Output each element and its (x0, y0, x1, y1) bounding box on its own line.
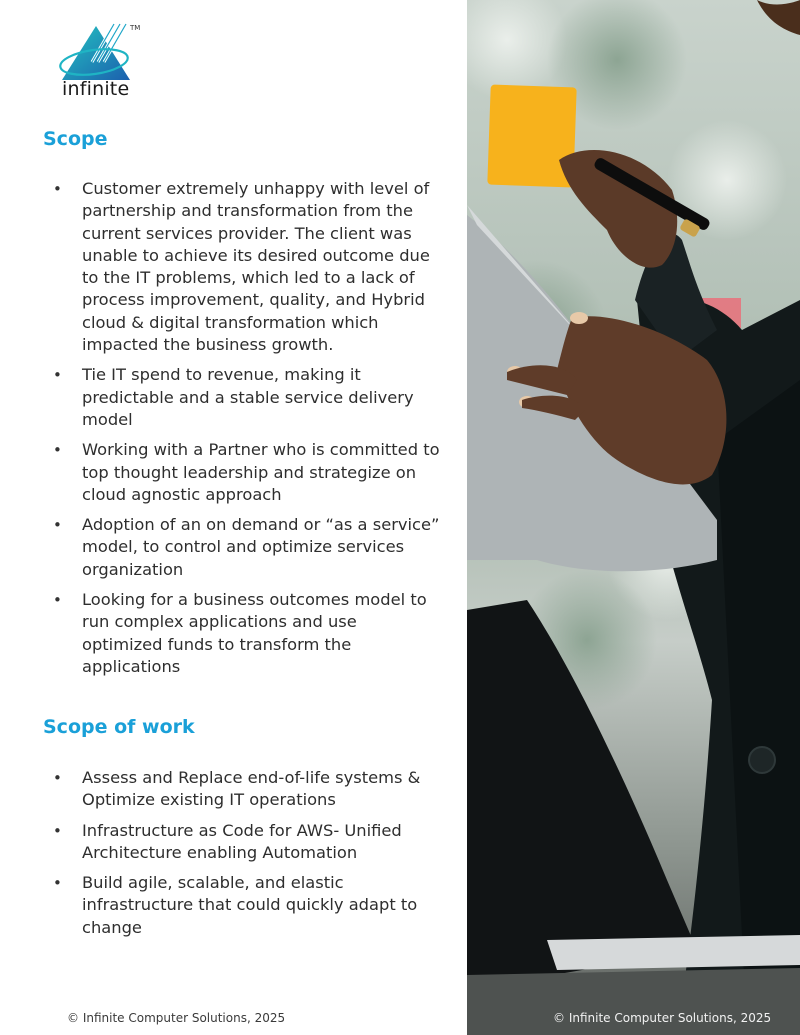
section-heading-scope-of-work: Scope of work (43, 716, 195, 738)
list-item (0, 820, 440, 865)
bullet-icon: • (53, 441, 62, 460)
company-logo (54, 22, 142, 100)
bullet-text: Looking for a business outcomes model to run complex applications and use optimized funds to transform the applications (82, 590, 427, 676)
bullet-icon: • (53, 821, 62, 840)
list-item (0, 589, 440, 678)
logo-wordmark: infinite (62, 78, 130, 100)
list-item (0, 514, 440, 581)
bullet-text: Build agile, scalable, and elastic infrastructure that could quickly adapt to change (82, 873, 418, 937)
bullet-text: Adoption of an on demand or “as a service” model, to control and optimize services organization (82, 515, 440, 579)
scope-bullet-list (0, 178, 440, 686)
bullet-icon: • (53, 516, 62, 535)
bullet-icon: • (53, 591, 62, 610)
list-item (0, 178, 440, 356)
bullet-text: Customer extremely unhappy with level of partnership and transformation from the current services provider. The client was unable to achieve its desired outcome due to the IT problems, which led to a lack of process improvement, quality, and Hybrid cloud & digital transformation which impacted the business growth. (82, 179, 430, 355)
bullet-text: Working with a Partner who is committed to top thought leadership and strategize on cloud agnostic approach (82, 440, 440, 504)
list-item (0, 439, 440, 506)
bullet-icon: • (53, 180, 62, 198)
bullet-text: Infrastructure as Code for AWS- Unified Architecture enabling Automation (82, 820, 402, 862)
bullet-text: Assess and Replace end-of-life systems & Optimize existing IT operations (82, 768, 421, 810)
bullet-icon: • (53, 366, 62, 385)
footer-copyright-right: © Infinite Computer Solutions, 2025 (553, 1011, 772, 1025)
list-item (0, 364, 440, 431)
footer-copyright-left: © Infinite Computer Solutions, 2025 (67, 1011, 286, 1025)
bullet-icon: • (53, 769, 62, 787)
trademark-mark: TM (130, 24, 141, 32)
person-holding-tablet-illustration (467, 0, 800, 1035)
section-heading-scope: Scope (43, 128, 108, 150)
list-item (0, 872, 440, 939)
hero-photo (467, 0, 800, 1035)
bullet-text: Tie IT spend to revenue, making it predictable and a stable service delivery model (82, 365, 414, 429)
scope-of-work-bullet-list (0, 767, 440, 947)
list-item (0, 767, 440, 812)
bullet-icon: • (53, 874, 62, 893)
